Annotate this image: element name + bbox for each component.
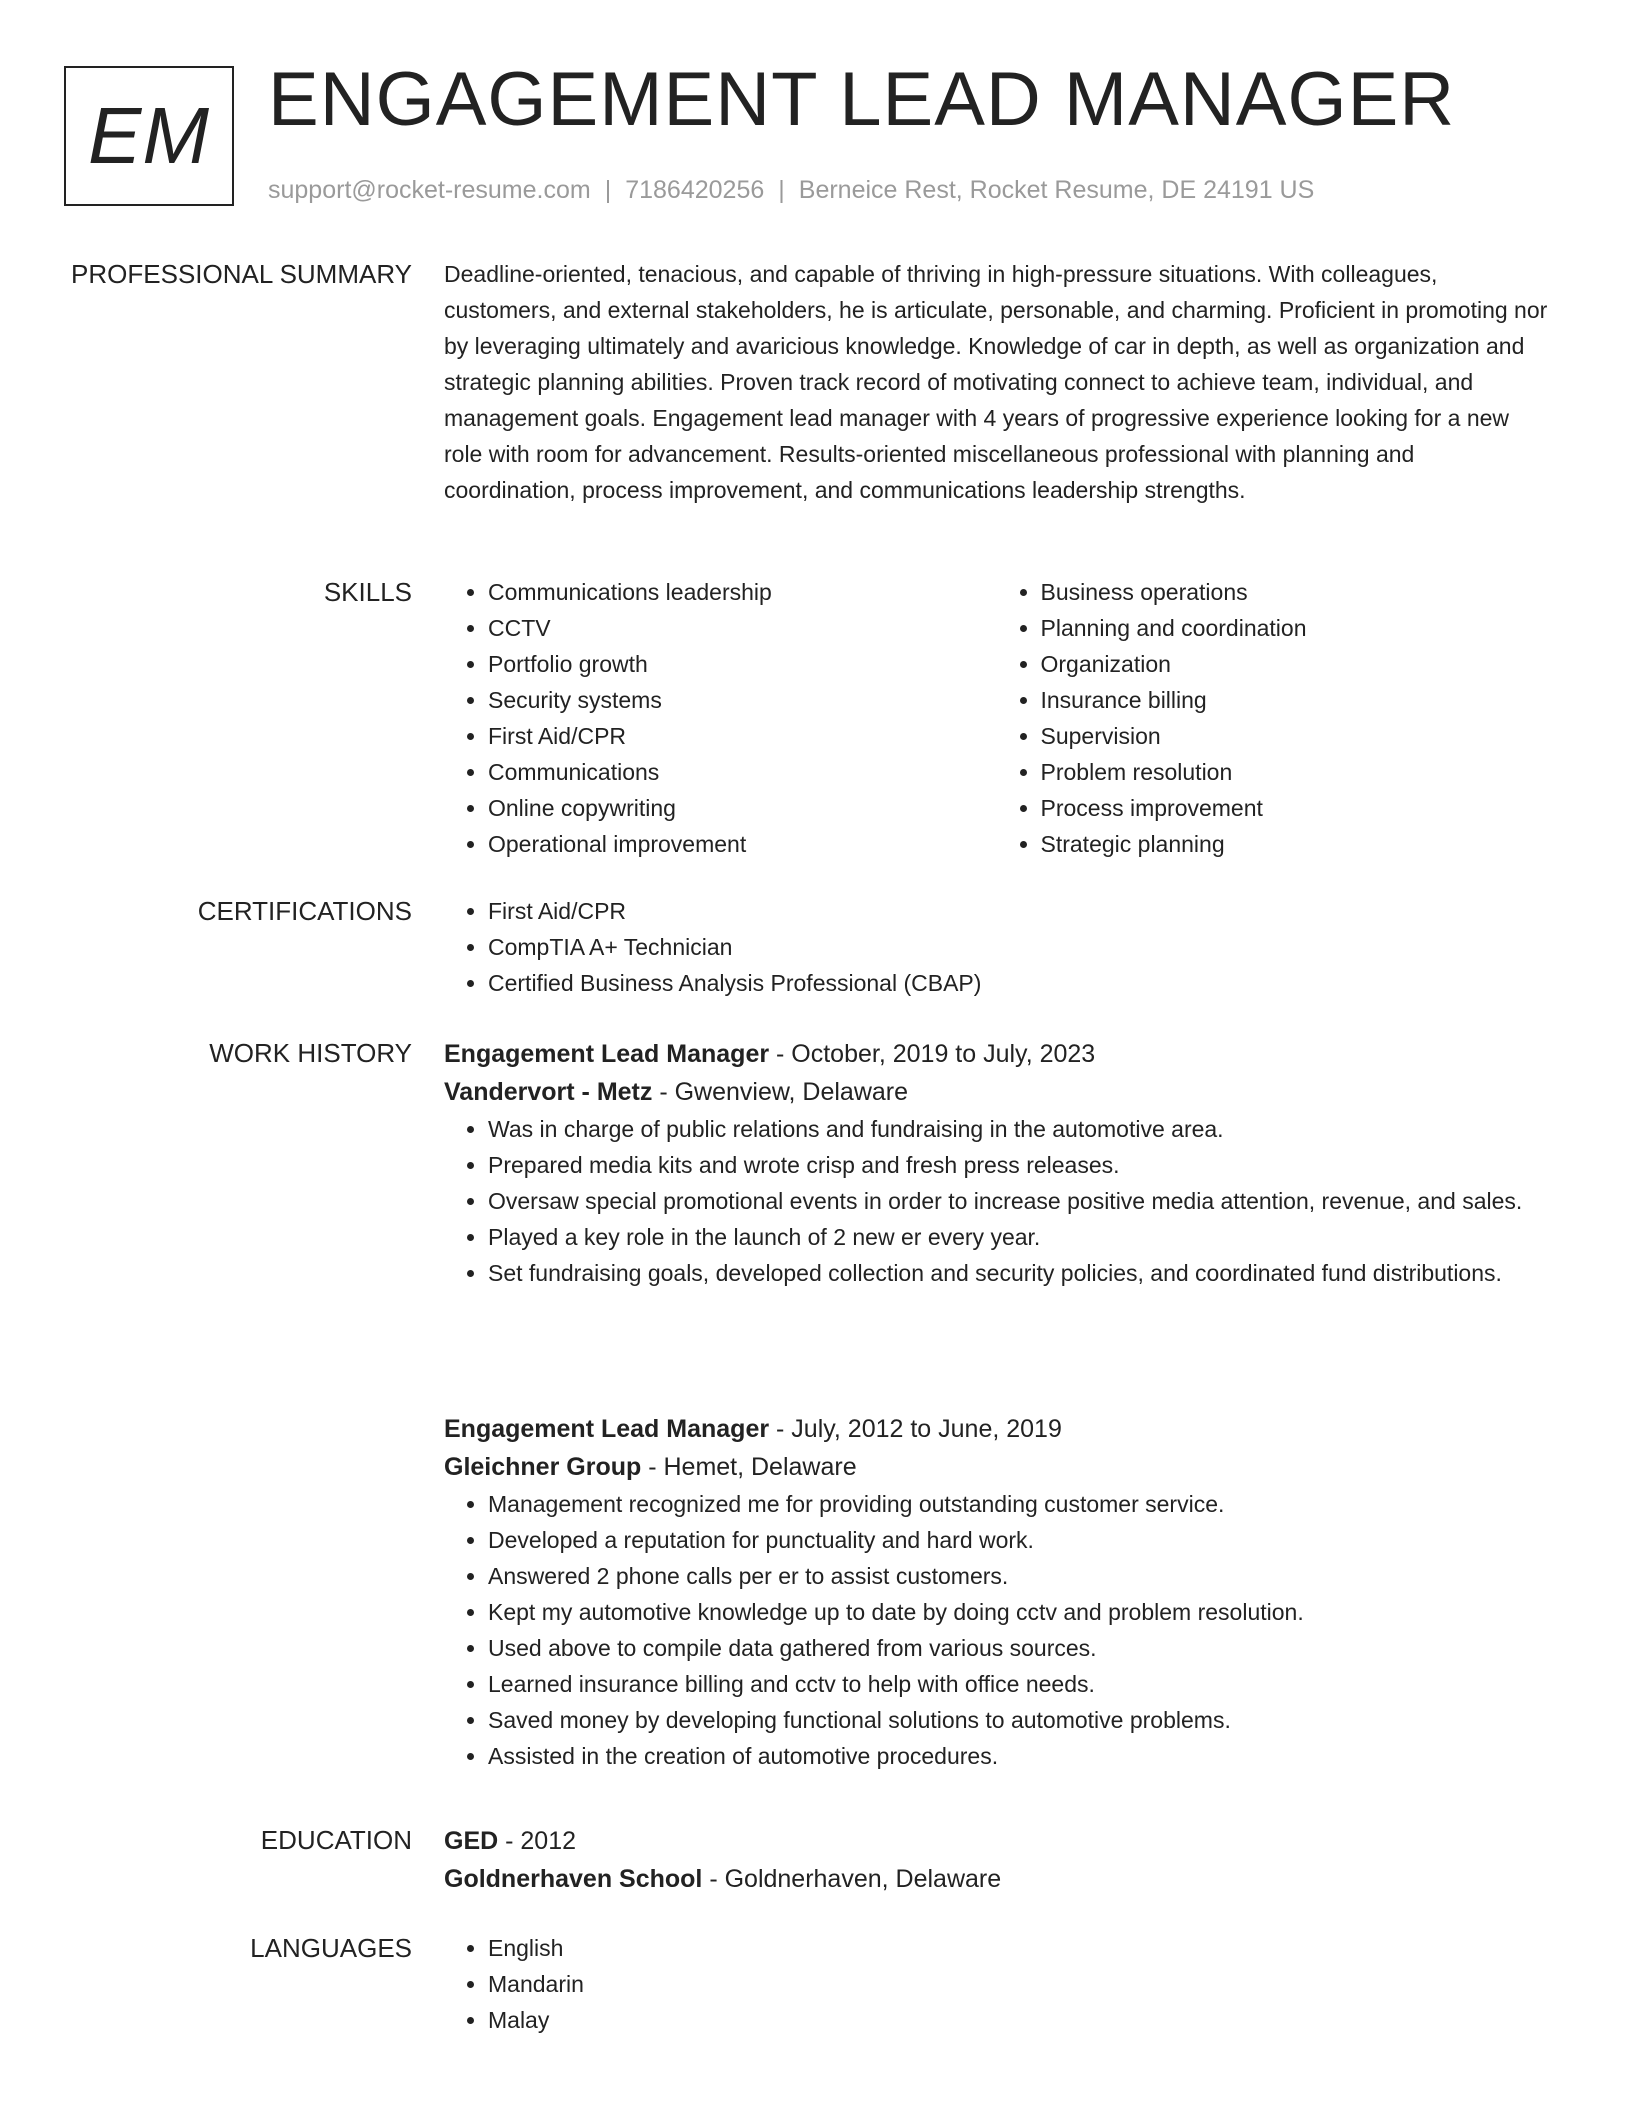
contact-email: support@rocket-resume.com [268,176,591,204]
skills-list-right [997,574,1550,862]
language-item: • Mandarin [488,1966,1549,2002]
job-duty: • Saved money by developing functional solutions to automotive problems. [488,1702,1549,1738]
job-duty: • Learned insurance billing and cctv to help with office needs. [488,1666,1549,1702]
job-duty: • Prepared media kits and wrote crisp and fresh press releases. [488,1147,1549,1183]
job-entry [444,1410,1549,1774]
resume-title: ENGAGEMENT LEAD MANAGER [268,57,1456,142]
summary-text: Deadline-oriented, tenacious, and capable of thriving in high-pressure situations. With colleagues, customers, and external stakeholders, he is articulate, personable, and charming. Proficient in promoting nor by leveraging ultimately and avaricious knowledge. Knowledge of car in depth, as well as organization and strategic planning abilities. Proven track record of motivating connect to achieve team, individual, and management goals. Engagement lead manager with 4 years of progressive experience looking for a new role with room for advancement. Results-oriented miscellaneous professional with planning and coordination, process improvement, and communications leadership strengths. [444,261,1548,503]
skill-item: • Online copywriting [488,790,997,826]
job-title: Engagement Lead Manager [444,1415,770,1443]
certifications-label: CERTIFICATIONS [197,896,412,926]
skill-item: • Insurance billing [1041,682,1550,718]
job-duty: • Kept my automotive knowledge up to date by doing cctv and problem resolution. [488,1594,1549,1630]
skill-item: • Process improvement [1041,790,1550,826]
job-company: Gleichner Group [444,1453,642,1481]
contact-line [268,176,1314,205]
education-location: - Goldnerhaven, Delaware [702,1865,1002,1893]
languages-label: LANGUAGES [250,1933,412,1963]
certification-item: • Certified Business Analysis Professional (CBAP) [488,965,1549,1001]
job-duty: • Used above to compile data gathered from various sources. [488,1630,1549,1666]
certifications-list [444,893,1549,1001]
skill-item: • Business operations [1041,574,1550,610]
education-degree: GED [444,1827,499,1855]
job-location: - Hemet, Delaware [641,1453,857,1481]
skill-item: • Communications leadership [488,574,997,610]
skill-item: • Problem resolution [1041,754,1550,790]
job-dates: - July, 2012 to June, 2019 [769,1415,1062,1443]
job-duty: • Answered 2 phone calls per er to assist customers. [488,1558,1549,1594]
job-dates: - October, 2019 to July, 2023 [769,1040,1096,1068]
skill-item: • Supervision [1041,718,1550,754]
job-duty: • Oversaw special promotional events in order to increase positive media attention, revenue, and sales. [488,1183,1549,1219]
skill-item: • Security systems [488,682,997,718]
skill-item: • Planning and coordination [1041,610,1550,646]
contact-separator: | [604,176,612,204]
education-label: EDUCATION [260,1825,412,1855]
skills-list-left [444,574,997,862]
language-item: • English [488,1930,1549,1966]
skill-item: • CCTV [488,610,997,646]
skills-label: SKILLS [323,577,412,607]
skill-item: • Portfolio growth [488,646,997,682]
certification-item: • First Aid/CPR [488,893,1549,929]
job-duty: • Played a key role in the launch of 2 new er every year. [488,1219,1549,1255]
education-year: - 2012 [498,1827,577,1855]
skill-item: • Communications [488,754,997,790]
skill-item: • Organization [1041,646,1550,682]
job-duty: • Management recognized me for providing outstanding customer service. [488,1486,1549,1522]
monogram-initials: EM [88,91,210,180]
skill-item: • Operational improvement [488,826,997,862]
job-duty: • Set fundraising goals, developed collection and security policies, and coordinated fund distributions. [488,1255,1549,1291]
job-entry [444,1035,1549,1291]
job-title: Engagement Lead Manager [444,1040,770,1068]
job-duties-list [444,1111,1549,1291]
job-duty: • Assisted in the creation of automotive procedures. [488,1738,1549,1774]
summary-label: PROFESSIONAL SUMMARY [71,259,412,289]
contact-phone: 7186420256 [625,176,765,204]
language-item: • Malay [488,2002,1549,2038]
job-duties-list [444,1486,1549,1774]
skill-item: • Strategic planning [1041,826,1550,862]
skill-item: • First Aid/CPR [488,718,997,754]
job-duty: • Developed a reputation for punctuality and hard work. [488,1522,1549,1558]
job-location: - Gwenview, Delaware [652,1078,909,1106]
certification-item: • CompTIA A+ Technician [488,929,1549,965]
languages-list [444,1930,1549,2038]
monogram-box [64,66,234,206]
education-school: Goldnerhaven School [444,1865,703,1893]
contact-separator: | [778,176,785,204]
work-history-label: WORK HISTORY [209,1038,412,1068]
contact-address: Berneice Rest, Rocket Resume, DE 24191 US [798,176,1315,204]
job-duty: • Was in charge of public relations and fundraising in the automotive area. [488,1111,1549,1147]
job-company: Vandervort - Metz [444,1078,653,1106]
